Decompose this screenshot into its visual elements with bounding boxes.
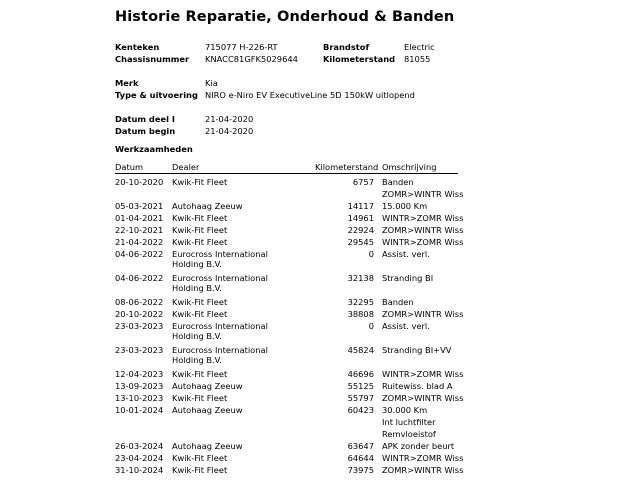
row-description-line: Remvloeistof <box>382 429 436 439</box>
row-dealer: Kwik-Fit Fleet <box>172 297 228 307</box>
row-description-line: ZOMR>WINTR Wiss <box>382 189 464 199</box>
row-dealer: Kwik-Fit Fleet <box>172 369 228 379</box>
table-row <box>115 174 464 199</box>
row-km: 14961 <box>347 213 374 223</box>
kilometerstand-label: Kilometerstand <box>323 54 396 64</box>
row-km: 64644 <box>347 453 374 463</box>
row-dealer: Eurocross International Holding B.V. <box>172 321 268 341</box>
row-description-line: Stranding BI+VV <box>382 345 452 355</box>
table-row <box>115 318 458 342</box>
table-body <box>115 174 464 475</box>
werkzaamheden-table <box>115 162 464 475</box>
row-dealer: Eurocross International Holding B.V. <box>172 273 268 293</box>
table-row <box>115 366 464 379</box>
row-dealer: Kwik-Fit Fleet <box>172 213 228 223</box>
header-date: Datum <box>115 162 144 172</box>
row-description-line: Stranding BI <box>382 273 434 283</box>
header-desc: Omschrijving <box>382 162 437 172</box>
row-dealer: Autohaag Zeeuw <box>172 381 243 391</box>
row-description <box>382 405 436 441</box>
type-value: NIRO e-Niro EV ExecutiveLine 5D 150kW uitlopend <box>205 90 415 100</box>
row-date: 04-06-2022 <box>115 273 164 283</box>
table-row <box>115 222 464 235</box>
row-dealer: Kwik-Fit Fleet <box>172 225 228 235</box>
row-description-line: ZOMR>WINTR Wiss <box>382 225 464 235</box>
table-row <box>115 342 458 366</box>
table-row <box>115 378 458 390</box>
chassis-value: KNACC81GFK5029644 <box>205 54 298 64</box>
row-km: 6757 <box>352 177 374 187</box>
row-description-line: Assist. verl. <box>382 249 430 259</box>
row-date: 04-06-2022 <box>115 249 164 259</box>
brandstof-value: Electric <box>404 42 435 52</box>
row-description-line: WINTR>ZOMR Wiss <box>382 237 464 247</box>
row-date: 31-10-2024 <box>115 465 164 475</box>
type-label: Type & uitvoering <box>115 90 198 100</box>
row-description-line: ZOMR>WINTR Wiss <box>382 309 464 319</box>
row-description <box>382 321 430 333</box>
row-dealer: Kwik-Fit Fleet <box>172 237 228 247</box>
datum-begin-value: 21-04-2020 <box>205 126 254 136</box>
row-date: 26-03-2024 <box>115 441 164 451</box>
table-row <box>115 294 458 306</box>
chassis-label: Chassisnummer <box>115 54 190 64</box>
table-row <box>115 462 464 475</box>
row-dealer: Kwik-Fit Fleet <box>172 453 228 463</box>
header-dealer: Dealer <box>172 162 200 172</box>
row-date: 12-04-2023 <box>115 369 164 379</box>
vehicle-info <box>115 41 475 141</box>
page-title: Historie Reparatie, Onderhoud & Banden <box>115 9 455 25</box>
row-date: 20-10-2020 <box>115 177 164 187</box>
row-km: 73975 <box>347 465 374 475</box>
header-km: Kilometerstand <box>315 162 379 172</box>
row-date: 01-04-2021 <box>115 213 164 223</box>
row-description-line: APK zonder beurt <box>382 441 455 451</box>
row-description-line: WINTR>ZOMR Wiss <box>382 213 464 223</box>
row-km: 38808 <box>347 309 374 319</box>
row-km: 45824 <box>347 345 374 355</box>
row-date: 13-09-2023 <box>115 381 164 391</box>
table-row <box>115 210 464 223</box>
row-date: 20-10-2022 <box>115 309 164 319</box>
datum-begin-label: Datum begin <box>115 126 176 136</box>
row-description-line: Int luchtfilter <box>382 417 436 427</box>
row-date: 08-06-2022 <box>115 297 164 307</box>
row-description-line: Banden <box>382 177 414 187</box>
table-row <box>115 438 458 450</box>
row-dealer: Kwik-Fit Fleet <box>172 309 228 319</box>
row-date: 13-10-2023 <box>115 393 164 403</box>
row-km: 55797 <box>347 393 374 403</box>
row-description <box>382 273 433 285</box>
merk-value: Kia <box>205 78 218 88</box>
row-description-line: Assist. verl. <box>382 321 430 331</box>
kilometerstand-value: 81055 <box>404 54 431 64</box>
table-row <box>115 402 458 438</box>
row-dealer: Autohaag Zeeuw <box>172 201 243 211</box>
row-description-line: Ruitewiss. blad A <box>382 381 453 391</box>
row-description-line: ZOMR>WINTR Wiss <box>382 465 464 475</box>
row-dealer: Eurocross International Holding B.V. <box>172 345 268 365</box>
row-km: 32138 <box>347 273 374 283</box>
row-description-line: Banden <box>382 297 414 307</box>
row-date: 22-10-2021 <box>115 225 164 235</box>
table-row <box>115 390 464 403</box>
table-row <box>115 246 458 270</box>
row-dealer: Eurocross International Holding B.V. <box>172 249 268 269</box>
row-km: 0 <box>368 321 374 331</box>
brandstof-label: Brandstof <box>323 42 370 52</box>
row-km: 60423 <box>347 405 374 415</box>
table-row <box>115 198 458 210</box>
table-row <box>115 306 464 319</box>
table-row <box>115 450 464 463</box>
kenteken-value: 715077 H-226-RT <box>205 42 278 52</box>
datum-deel1-label: Datum deel I <box>115 114 175 124</box>
row-date: 23-04-2024 <box>115 453 164 463</box>
row-description-line: 30.000 Km <box>382 405 428 415</box>
row-date: 23-03-2023 <box>115 345 164 355</box>
row-dealer: Kwik-Fit Fleet <box>172 177 228 187</box>
merk-label: Merk <box>115 78 139 88</box>
row-description-line: ZOMR>WINTR Wiss <box>382 393 464 403</box>
table-row <box>115 234 464 247</box>
row-description <box>382 465 463 477</box>
row-description <box>382 345 451 357</box>
row-dealer: Autohaag Zeeuw <box>172 441 243 451</box>
table-row <box>115 270 458 294</box>
row-km: 22924 <box>347 225 374 235</box>
row-km: 46696 <box>347 369 374 379</box>
row-description <box>382 249 430 261</box>
table-header <box>115 162 458 174</box>
row-date: 21-04-2022 <box>115 237 164 247</box>
row-km: 32295 <box>347 297 374 307</box>
row-km: 63647 <box>347 441 374 451</box>
datum-deel1-value: 21-04-2020 <box>205 114 254 124</box>
werkzaamheden-title: Werkzaamheden <box>115 144 193 154</box>
row-km: 0 <box>368 249 374 259</box>
row-km: 14117 <box>347 201 374 211</box>
row-km: 29545 <box>347 237 374 247</box>
row-description-line: WINTR>ZOMR Wiss <box>382 453 464 463</box>
row-date: 23-03-2023 <box>115 321 164 331</box>
kenteken-label: Kenteken <box>115 42 160 52</box>
row-dealer: Kwik-Fit Fleet <box>172 465 228 475</box>
row-dealer: Kwik-Fit Fleet <box>172 393 228 403</box>
row-description-line: WINTR>ZOMR Wiss <box>382 369 464 379</box>
row-description-line: 15.000 Km <box>382 201 428 211</box>
row-km: 55125 <box>347 381 374 391</box>
row-dealer: Autohaag Zeeuw <box>172 405 243 415</box>
row-date: 10-01-2024 <box>115 405 164 415</box>
row-date: 05-03-2021 <box>115 201 164 211</box>
